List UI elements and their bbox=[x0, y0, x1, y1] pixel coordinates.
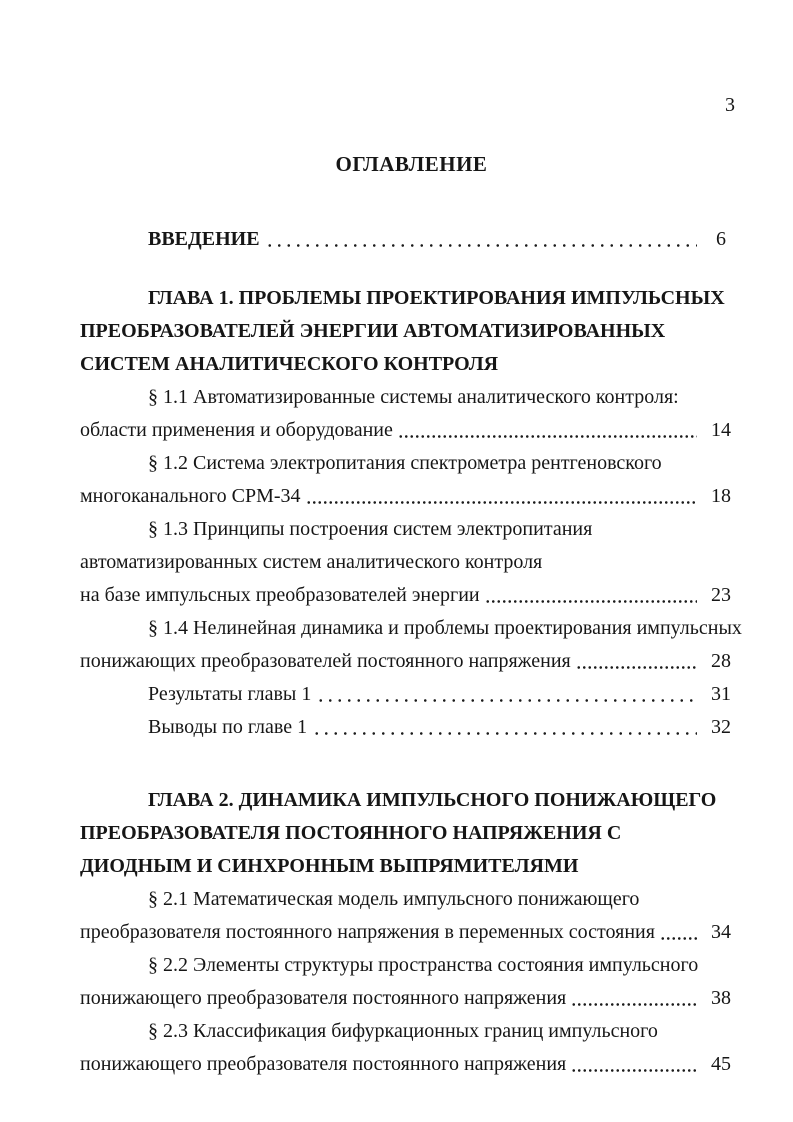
toc-line bbox=[80, 447, 743, 480]
dot-leader bbox=[670, 315, 697, 348]
toc-page-number bbox=[699, 513, 743, 546]
dot-leader bbox=[503, 348, 697, 381]
dot-leader bbox=[571, 1048, 697, 1081]
toc-page-number: 45 bbox=[711, 1053, 731, 1075]
toc-page-number bbox=[699, 381, 743, 414]
toc-page-number: 18 bbox=[711, 485, 731, 507]
toc-line bbox=[80, 1015, 743, 1048]
toc-page-number bbox=[699, 817, 743, 850]
toc-page-number: 6 bbox=[716, 228, 726, 250]
dot-leader bbox=[265, 223, 697, 256]
toc-line-text: ГЛАВА 2. ДИНАМИКА ИМПУЛЬСНОГО ПОНИЖАЮЩЕГО bbox=[148, 789, 717, 811]
toc-line-text: § 1.4 Нелинейная динамика и проблемы проектирования импульсных bbox=[148, 617, 742, 639]
dot-leader bbox=[316, 678, 697, 711]
toc-line-text: § 2.1 Математическая модель импульсного понижающего bbox=[148, 888, 640, 910]
toc-line-text: понижающего преобразователя постоянного напряжения bbox=[80, 1053, 567, 1075]
dot-leader bbox=[660, 916, 697, 949]
dot-leader bbox=[684, 381, 697, 414]
toc-page-number: 32 bbox=[711, 716, 731, 738]
dot-leader bbox=[571, 982, 697, 1015]
toc-line bbox=[80, 949, 743, 982]
toc-line-text: СИСТЕМ АНАЛИТИЧЕСКОГО КОНТРОЛЯ bbox=[80, 353, 499, 375]
toc-line bbox=[80, 381, 743, 414]
toc-page-number: 34 bbox=[711, 921, 731, 943]
toc-line-text: § 1.1 Автоматизированные системы аналитического контроля: bbox=[148, 386, 679, 408]
dot-leader bbox=[663, 1015, 697, 1048]
toc-page-number: 31 bbox=[711, 683, 731, 705]
toc-page-number bbox=[749, 612, 793, 645]
toc-line bbox=[80, 546, 743, 579]
toc-line-text: на базе импульсных преобразователей энергии bbox=[80, 584, 480, 606]
toc-line-text: понижающих преобразователей постоянного напряжения bbox=[80, 650, 571, 672]
toc-page-number bbox=[705, 949, 749, 982]
toc-line-text: § 1.3 Принципы построения систем электропитания bbox=[148, 518, 593, 540]
dot-leader bbox=[626, 817, 697, 850]
dot-leader bbox=[583, 850, 697, 883]
toc-page-number: 28 bbox=[711, 650, 731, 672]
toc-page-number bbox=[699, 546, 743, 579]
toc-line bbox=[80, 850, 743, 883]
toc-line bbox=[80, 678, 743, 711]
toc-line-text: § 2.3 Классификация бифуркационных границ импульсного bbox=[148, 1020, 658, 1042]
toc-line bbox=[80, 817, 743, 850]
toc-page-number bbox=[699, 447, 743, 480]
toc-page-number bbox=[732, 282, 776, 315]
dot-leader bbox=[667, 447, 697, 480]
toc-page-number bbox=[723, 784, 767, 817]
toc-line-text: ГЛАВА 1. ПРОБЛЕМЫ ПРОЕКТИРОВАНИЯ ИМПУЛЬСНЫХ bbox=[148, 287, 725, 309]
toc-page-number bbox=[699, 348, 743, 381]
toc-line-text: области применения и оборудование bbox=[80, 419, 393, 441]
toc-line-text: многоканального СРМ-34 bbox=[80, 485, 301, 507]
dot-leader bbox=[398, 414, 697, 447]
toc-line bbox=[80, 348, 743, 381]
toc-page-number bbox=[699, 850, 743, 883]
toc-line bbox=[80, 1048, 743, 1081]
toc-line-text: понижающего преобразователя постоянного напряжения bbox=[80, 987, 567, 1009]
toc-line-text: ПРЕОБРАЗОВАТЕЛЯ ПОСТОЯННОГО НАПРЯЖЕНИЯ С bbox=[80, 822, 622, 844]
dot-leader bbox=[576, 645, 697, 678]
dot-leader bbox=[547, 546, 697, 579]
toc-line bbox=[80, 480, 743, 513]
toc-page-number bbox=[699, 1015, 743, 1048]
toc-line bbox=[80, 916, 743, 949]
toc-line bbox=[80, 513, 743, 546]
dot-leader bbox=[644, 883, 697, 916]
toc-line-text: автоматизированных систем аналитического контроля bbox=[80, 551, 543, 573]
toc-line-text: ПРЕОБРАЗОВАТЕЛЕЙ ЭНЕРГИИ АВТОМАТИЗИРОВАННЫХ bbox=[80, 320, 666, 342]
toc-line bbox=[80, 711, 743, 744]
dot-leader bbox=[312, 711, 697, 744]
toc-line-text: ДИОДНЫМ И СИНХРОННЫМ ВЫПРЯМИТЕЛЯМИ bbox=[80, 855, 579, 877]
toc-page-number: 38 bbox=[711, 987, 731, 1009]
toc-page-number: 14 bbox=[711, 419, 731, 441]
toc-line bbox=[80, 282, 743, 315]
dot-leader bbox=[485, 579, 697, 612]
toc-line-text: Результаты главы 1 bbox=[148, 683, 312, 705]
toc-line bbox=[80, 784, 743, 817]
page-number: 3 bbox=[725, 94, 735, 116]
toc-line bbox=[80, 883, 743, 916]
toc-line bbox=[80, 223, 743, 256]
toc-line bbox=[80, 645, 743, 678]
toc-line bbox=[80, 982, 743, 1015]
toc-line bbox=[80, 414, 743, 447]
toc-page-number bbox=[699, 315, 743, 348]
toc-line bbox=[80, 315, 743, 348]
toc-line bbox=[80, 579, 743, 612]
toc-line-text: ВВЕДЕНИЕ bbox=[148, 228, 260, 250]
table-of-contents bbox=[80, 223, 743, 1081]
page-title: ОГЛАВЛЕНИЕ bbox=[335, 152, 488, 176]
toc-page-number bbox=[699, 883, 743, 916]
toc-line-text: § 2.2 Элементы структуры пространства состояния импульсного bbox=[148, 954, 699, 976]
toc-page-number: 23 bbox=[711, 584, 731, 606]
toc-line-text: преобразователя постоянного напряжения в переменных состояния bbox=[80, 921, 655, 943]
toc-line-text: Выводы по главе 1 bbox=[148, 716, 308, 738]
dot-leader bbox=[597, 513, 697, 546]
dot-leader bbox=[306, 480, 697, 513]
toc-line-text: § 1.2 Система электропитания спектрометра рентгеновского bbox=[148, 452, 662, 474]
toc-line bbox=[80, 612, 743, 645]
